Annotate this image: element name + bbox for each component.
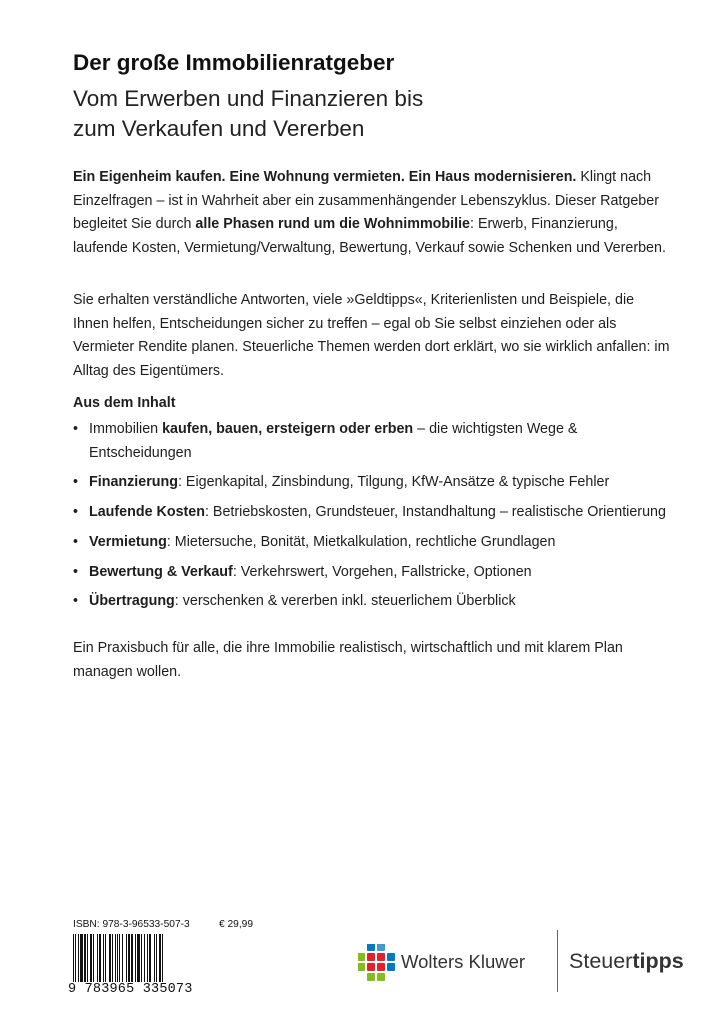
logo-square [377,944,385,951]
closing-paragraph: Ein Praxisbuch für alle, die ihre Immobilie realistisch, wirtschaftlich und mit klarem Plan managen wollen. [73,640,623,680]
intro-bold-phases: alle Phasen rund um die Wohnimmobilie [195,216,470,233]
item-text: : Betriebskosten, Grundsteuer, Instandhaltung – realistische Orientierung [204,504,666,521]
benefits-paragraph: Sie erhalten verständliche Antworten, viele »Geldtipps«, Kriterienlisten und Beispiele, die Ihnen helfen, Entscheidungen sicher zu treffen – egal ob Sie selbst einziehen oder als Vermieter Rendite planen. Steuerliche Themen werden dort erklärt, wo sie wirklich anfallen: im Alltag des Eigentümers. [73,292,670,380]
barcode-bar [78,934,79,982]
barcode-bar [87,934,88,982]
list-item [73,590,673,614]
barcode-bar [141,934,142,982]
book-subtitle [73,84,673,144]
logo-square [358,963,365,971]
bullet-dot: • [73,474,79,491]
intro-text: Klingt nach Einzelfragen – ist in Wahrheit aber ein zusammenhängender Lebenszyklus. Dieser Ratgeber begleitet Sie durch [73,169,659,233]
isbn-text: ISBN: 978-3-96533-507-3 [73,919,190,930]
barcode-bar [154,934,155,982]
intro-paragraph [73,166,673,261]
subtitle-line: zum Verkaufen und Vererben [73,116,365,141]
logo-square [377,973,385,981]
barcode-bar [105,934,106,982]
barcode-bar [109,934,111,982]
barcode-bar [84,934,86,982]
logo-square [387,963,395,971]
barcode-bar [137,934,140,982]
subtitle-line: Vom Erwerben und Finanzieren bis [73,86,424,111]
bullet-dot: • [73,504,79,521]
wolters-kluwer-logo [358,944,396,982]
intro-text-end: : Erwerb, Finanzierung, laufende Kosten, Vermietung/Verwaltung, Bewertung, Verkauf sowie Schenken und Vererben. [73,216,666,257]
bullet-dot: • [73,593,79,610]
bullet-dot: • [73,533,79,550]
logo-square [377,963,385,971]
publisher-name: Wolters Kluwer [401,951,526,972]
list-item [73,561,673,585]
series-name-a: Steuer [569,949,633,973]
logo-square [377,953,385,961]
barcode-bar [147,934,148,982]
logo-square [358,953,365,961]
item-bold: Laufende Kosten [89,504,205,521]
logo-divider [557,930,558,992]
list-item [73,531,673,555]
barcode-bar [122,934,123,982]
barcode-bar [144,934,145,982]
barcode-bar [103,934,104,982]
barcode-bar [131,934,133,982]
item-bold: Bewertung & Verkauf [89,563,233,580]
item-bold: Übertragung [89,593,175,610]
barcode-bar [80,934,83,982]
barcode-bar [99,934,101,982]
item-bold: Vermietung [89,533,167,550]
item-text: : Verkehrswert, Vorgehen, Fallstricke, Optionen [232,563,532,580]
intro-bold-lead: Ein Eigenheim kaufen. Eine Wohnung vermieten. Ein Haus modernisieren. [73,169,577,185]
list-item [73,418,673,465]
contents-list [73,418,673,620]
contents-heading: Aus dem Inhalt [73,395,176,411]
bullet-dot: • [73,563,79,580]
barcode-digits: 9 783965 335073 [66,982,206,998]
logo-square [367,973,375,981]
barcode-bar [156,934,157,982]
barcode-bar [115,934,116,982]
logo-square [367,963,375,971]
item-bold: Finanzierung [89,474,178,491]
logo-square [367,944,375,951]
isbn-line [73,919,263,933]
book-title: Der große Immobilienratgeber [73,50,395,75]
list-item [73,501,673,525]
barcode-bar [112,934,113,982]
list-item [73,471,673,495]
item-text: – die wichtigsten Wege & Entscheidungen [89,421,578,461]
series-name [569,949,684,974]
barcode-bar [93,934,94,982]
series-name-b: tipps [632,949,684,973]
bullet-dot: • [73,421,79,437]
barcode-bar [135,934,136,982]
price-text: € 29,99 [219,919,253,930]
barcode-bar [126,934,127,982]
barcode-bar [90,934,92,982]
logo-square [387,953,395,961]
barcode-bar [128,934,130,982]
item-text: Immobilien [89,421,163,437]
barcode-bar [149,934,151,982]
item-bold: kaufen, bauen, ersteigern oder erben [162,421,414,437]
item-text: : verschenken & vererben inkl. steuerlichem Überblick [174,593,516,610]
item-text: : Eigenkapital, Zinsbindung, Tilgung, KfW-Ansätze & typische Fehler [177,474,610,491]
barcode-bar [97,934,98,982]
item-text: : Mietersuche, Bonität, Mietkalkulation, rechtliche Grundlagen [166,533,556,550]
logo-square [367,953,375,961]
